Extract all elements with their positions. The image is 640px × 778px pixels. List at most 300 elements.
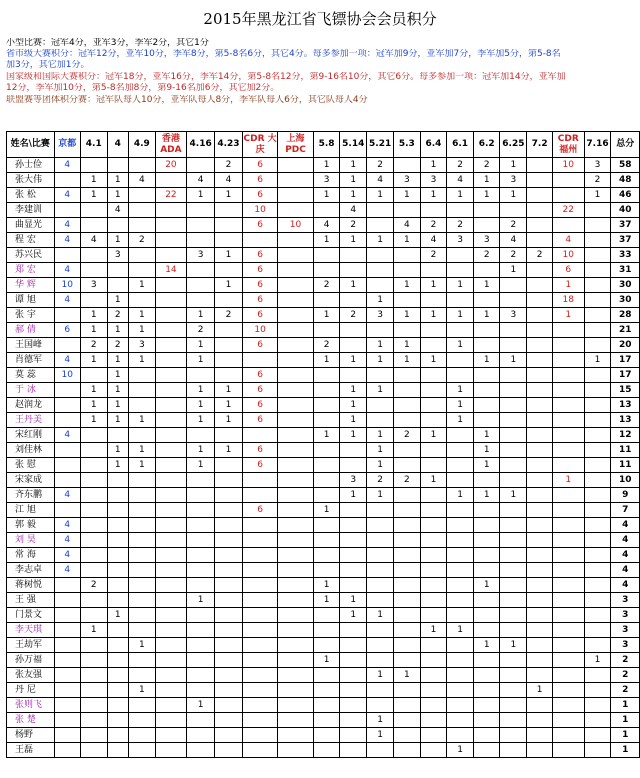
score-cell: 2: [473, 158, 500, 173]
score-cell: 1: [367, 233, 394, 248]
score-cell: 3: [313, 173, 340, 188]
score-cell: [584, 503, 611, 518]
score-cell: [54, 338, 80, 353]
score-cell: [420, 293, 447, 308]
score-cell: [278, 293, 313, 308]
total-score-cell: 33: [611, 248, 640, 263]
header-event-col: 7.2: [527, 132, 553, 158]
score-cell: [552, 713, 584, 728]
table-row: [7, 443, 640, 458]
table-row: [7, 158, 640, 173]
score-cell: [527, 668, 553, 683]
score-cell: [155, 578, 187, 593]
score-cell: 4: [54, 263, 80, 278]
score-cell: [527, 533, 553, 548]
score-cell: [107, 743, 128, 758]
score-cell: [129, 158, 156, 173]
score-cell: [278, 323, 313, 338]
score-cell: 1: [447, 383, 474, 398]
header-event-col: 6.1: [447, 132, 474, 158]
score-cell: [420, 668, 447, 683]
score-cell: [129, 503, 156, 518]
score-cell: [367, 638, 394, 653]
table-row: [7, 278, 640, 293]
score-cell: 1: [107, 188, 128, 203]
score-cell: [527, 293, 553, 308]
score-cell: 1: [500, 488, 527, 503]
score-cell: 1: [129, 308, 156, 323]
header-event-col: 上海 PDC: [278, 132, 313, 158]
score-cell: 6: [242, 398, 277, 413]
score-cell: 2: [80, 338, 107, 353]
score-cell: 1: [473, 458, 500, 473]
score-cell: 1: [80, 173, 107, 188]
score-cell: [155, 368, 187, 383]
score-cell: 1: [420, 158, 447, 173]
score-cell: [278, 278, 313, 293]
score-cell: 1: [420, 473, 447, 488]
score-cell: [129, 293, 156, 308]
score-cell: [187, 518, 215, 533]
score-cell: [584, 593, 611, 608]
score-cell: 1: [107, 293, 128, 308]
score-cell: 6: [242, 383, 277, 398]
score-cell: [584, 533, 611, 548]
table-row: [7, 338, 640, 353]
member-name: 华 辉: [7, 278, 55, 293]
score-cell: 2: [129, 233, 156, 248]
score-cell: [340, 743, 367, 758]
score-cell: [242, 473, 277, 488]
score-cell: [584, 473, 611, 488]
score-cell: 10: [54, 368, 80, 383]
score-cell: [129, 698, 156, 713]
score-cell: [340, 263, 367, 278]
score-cell: 1: [107, 323, 128, 338]
score-cell: [80, 293, 107, 308]
score-cell: [527, 638, 553, 653]
score-cell: [420, 578, 447, 593]
score-cell: 1: [447, 188, 474, 203]
score-cell: [500, 338, 527, 353]
score-cell: 1: [367, 383, 394, 398]
score-cell: 1: [394, 338, 421, 353]
score-cell: [394, 608, 421, 623]
score-cell: [394, 383, 421, 398]
score-cell: [527, 173, 553, 188]
score-cell: 1: [447, 398, 474, 413]
score-cell: [420, 563, 447, 578]
score-cell: 2: [500, 248, 527, 263]
score-cell: 1: [394, 353, 421, 368]
score-cell: 2: [447, 158, 474, 173]
member-name: 蒋树悦: [7, 578, 55, 593]
total-score-cell: 2: [611, 668, 640, 683]
score-cell: [215, 743, 243, 758]
score-cell: 4: [54, 488, 80, 503]
score-cell: [54, 743, 80, 758]
score-cell: [54, 638, 80, 653]
score-cell: [552, 623, 584, 638]
score-cell: [242, 653, 277, 668]
score-cell: 1: [129, 323, 156, 338]
score-cell: [155, 563, 187, 578]
score-cell: [242, 728, 277, 743]
score-cell: 1: [187, 188, 215, 203]
member-name: 张 松: [7, 188, 55, 203]
score-cell: 1: [367, 353, 394, 368]
score-cell: [278, 533, 313, 548]
score-cell: 1: [367, 428, 394, 443]
score-cell: [394, 728, 421, 743]
score-cell: [527, 428, 553, 443]
score-cell: 6: [242, 158, 277, 173]
rule-line: 联盟赛等团体积分赛：冠军队每人10分，亚军队每人8分，季军队每人6分，其它队每人4分: [6, 95, 368, 105]
total-score-cell: 12: [611, 428, 640, 443]
score-cell: [129, 713, 156, 728]
table-row: [7, 323, 640, 338]
score-cell: [447, 368, 474, 383]
header-event-col: 6.4: [420, 132, 447, 158]
score-cell: [340, 638, 367, 653]
score-cell: [447, 563, 474, 578]
score-cell: [527, 158, 553, 173]
score-cell: [54, 173, 80, 188]
score-cell: 1: [394, 308, 421, 323]
score-cell: [500, 713, 527, 728]
score-cell: [552, 593, 584, 608]
total-score-cell: 1: [611, 713, 640, 728]
score-cell: [215, 323, 243, 338]
score-cell: [129, 608, 156, 623]
score-cell: [527, 233, 553, 248]
score-cell: [80, 263, 107, 278]
score-cell: [527, 743, 553, 758]
score-cell: 1: [340, 278, 367, 293]
member-name: 曲显光: [7, 218, 55, 233]
total-score-cell: 15: [611, 383, 640, 398]
table-row: [7, 458, 640, 473]
score-cell: [420, 653, 447, 668]
score-cell: [155, 458, 187, 473]
score-cell: 1: [107, 353, 128, 368]
score-cell: [552, 398, 584, 413]
score-cell: 1: [394, 278, 421, 293]
score-cell: [552, 548, 584, 563]
score-cell: [552, 218, 584, 233]
member-name: 郭 毅: [7, 518, 55, 533]
score-cell: [367, 623, 394, 638]
score-cell: [394, 398, 421, 413]
score-cell: [54, 653, 80, 668]
score-cell: [584, 443, 611, 458]
score-cell: [552, 518, 584, 533]
score-cell: [367, 413, 394, 428]
score-cell: [278, 173, 313, 188]
score-cell: [313, 713, 340, 728]
score-cell: [129, 653, 156, 668]
score-cell: [527, 548, 553, 563]
score-cell: 1: [187, 458, 215, 473]
score-cell: [215, 203, 243, 218]
score-cell: 6: [242, 338, 277, 353]
score-cell: [313, 413, 340, 428]
score-cell: [187, 158, 215, 173]
score-cell: [107, 278, 128, 293]
score-cell: [80, 683, 107, 698]
score-cell: 1: [473, 308, 500, 323]
score-cell: [473, 653, 500, 668]
score-cell: [278, 608, 313, 623]
score-cell: [584, 578, 611, 593]
score-cell: 6: [242, 248, 277, 263]
score-cell: [500, 533, 527, 548]
score-cell: [278, 668, 313, 683]
score-cell: 1: [367, 608, 394, 623]
score-cell: [420, 368, 447, 383]
score-cell: 14: [155, 263, 187, 278]
score-cell: [552, 413, 584, 428]
score-cell: [340, 728, 367, 743]
score-cell: [107, 263, 128, 278]
score-cell: [500, 683, 527, 698]
score-cell: [552, 458, 584, 473]
score-cell: [215, 638, 243, 653]
score-cell: [187, 368, 215, 383]
table-row: [7, 728, 640, 743]
score-cell: [340, 683, 367, 698]
score-cell: 2: [80, 578, 107, 593]
score-cell: [155, 653, 187, 668]
score-cell: [215, 623, 243, 638]
score-cell: [54, 623, 80, 638]
score-cell: [420, 398, 447, 413]
score-cell: [155, 728, 187, 743]
member-name: 苏兴民: [7, 248, 55, 263]
score-cell: [313, 638, 340, 653]
total-score-cell: 58: [611, 158, 640, 173]
score-cell: [54, 698, 80, 713]
score-cell: [552, 668, 584, 683]
score-cell: [584, 743, 611, 758]
score-cell: [584, 428, 611, 443]
score-cell: 3: [187, 248, 215, 263]
score-cell: 10: [242, 203, 277, 218]
score-cell: [584, 293, 611, 308]
score-cell: [313, 623, 340, 638]
score-cell: [447, 473, 474, 488]
score-cell: [584, 203, 611, 218]
score-cell: [313, 473, 340, 488]
score-cell: [473, 623, 500, 638]
score-cell: [500, 473, 527, 488]
score-cell: [278, 698, 313, 713]
score-cell: [187, 473, 215, 488]
total-score-cell: 9: [611, 488, 640, 503]
table-row: [7, 473, 640, 488]
total-score-cell: 21: [611, 323, 640, 338]
score-cell: [129, 188, 156, 203]
score-cell: 1: [187, 413, 215, 428]
score-cell: [420, 443, 447, 458]
table-row: [7, 203, 640, 218]
score-cell: [155, 548, 187, 563]
score-cell: 6: [242, 503, 277, 518]
score-cell: [187, 203, 215, 218]
score-cell: 1: [584, 353, 611, 368]
score-cell: 4: [80, 233, 107, 248]
score-cell: [584, 548, 611, 563]
score-cell: [473, 473, 500, 488]
member-name: 李天琪: [7, 623, 55, 638]
score-cell: [54, 608, 80, 623]
score-cell: [584, 668, 611, 683]
score-cell: [420, 503, 447, 518]
score-cell: 6: [242, 188, 277, 203]
score-cell: [500, 368, 527, 383]
score-cell: [155, 218, 187, 233]
member-name: 宋家成: [7, 473, 55, 488]
score-cell: 1: [473, 173, 500, 188]
score-cell: [447, 728, 474, 743]
score-cell: [54, 593, 80, 608]
score-cell: 4: [340, 203, 367, 218]
table-row: [7, 743, 640, 758]
score-cell: 3: [473, 233, 500, 248]
score-cell: [340, 338, 367, 353]
score-cell: [129, 383, 156, 398]
score-cell: [278, 263, 313, 278]
score-cell: [473, 383, 500, 398]
score-cell: [552, 353, 584, 368]
score-cell: [473, 323, 500, 338]
score-cell: [80, 158, 107, 173]
score-cell: [500, 398, 527, 413]
score-cell: [420, 713, 447, 728]
score-cell: [584, 728, 611, 743]
score-cell: 1: [215, 188, 243, 203]
score-cell: [367, 563, 394, 578]
score-cell: [107, 683, 128, 698]
score-cell: [278, 428, 313, 443]
score-cell: [187, 218, 215, 233]
score-cell: [340, 713, 367, 728]
score-cell: [420, 743, 447, 758]
total-score-cell: 10: [611, 473, 640, 488]
score-cell: 4: [54, 353, 80, 368]
score-cell: 4: [54, 158, 80, 173]
score-cell: 1: [473, 428, 500, 443]
score-cell: 1: [80, 383, 107, 398]
score-cell: [527, 338, 553, 353]
score-cell: 4: [54, 518, 80, 533]
score-cell: 2: [313, 278, 340, 293]
member-name: 于 冰: [7, 383, 55, 398]
rule-line: 加3分，其它加1分。: [6, 60, 90, 70]
table-row: [7, 683, 640, 698]
score-cell: [527, 278, 553, 293]
score-cell: [340, 548, 367, 563]
total-score-cell: 1: [611, 698, 640, 713]
score-cell: 1: [367, 443, 394, 458]
table-row: [7, 368, 640, 383]
score-cell: [107, 728, 128, 743]
score-cell: [107, 638, 128, 653]
score-cell: [215, 533, 243, 548]
score-cell: 3: [340, 473, 367, 488]
score-cell: [313, 608, 340, 623]
score-cell: [447, 578, 474, 593]
score-cell: 1: [107, 383, 128, 398]
score-cell: [54, 578, 80, 593]
score-cell: [215, 713, 243, 728]
score-cell: [187, 683, 215, 698]
score-cell: [80, 503, 107, 518]
score-cell: [242, 593, 277, 608]
member-name: 张 楚: [7, 713, 55, 728]
score-cell: [80, 638, 107, 653]
member-name: 张友强: [7, 668, 55, 683]
score-cell: [155, 383, 187, 398]
score-cell: [215, 608, 243, 623]
score-cell: [420, 488, 447, 503]
member-name: 刘 昊: [7, 533, 55, 548]
score-cell: 3: [420, 173, 447, 188]
total-score-cell: 30: [611, 278, 640, 293]
score-cell: [552, 728, 584, 743]
total-score-cell: 17: [611, 353, 640, 368]
score-cell: [187, 233, 215, 248]
score-cell: [155, 248, 187, 263]
score-cell: 2: [584, 173, 611, 188]
header-event-col: CDR 大庆: [242, 132, 277, 158]
score-cell: [584, 218, 611, 233]
score-cell: [394, 443, 421, 458]
score-cell: [278, 548, 313, 563]
score-cell: 1: [552, 308, 584, 323]
score-cell: 4: [54, 533, 80, 548]
score-cell: 1: [447, 278, 474, 293]
score-cell: [80, 368, 107, 383]
score-cell: [447, 353, 474, 368]
score-cell: [313, 488, 340, 503]
score-cell: 4: [420, 233, 447, 248]
score-cell: [447, 548, 474, 563]
total-score-cell: 11: [611, 458, 640, 473]
score-cell: [584, 608, 611, 623]
score-cell: [420, 593, 447, 608]
score-cell: [313, 728, 340, 743]
score-cell: [80, 728, 107, 743]
score-cell: [80, 563, 107, 578]
score-cell: [155, 443, 187, 458]
score-cell: [527, 728, 553, 743]
score-cell: [473, 698, 500, 713]
score-cell: 2: [187, 323, 215, 338]
score-cell: 1: [340, 428, 367, 443]
score-cell: [155, 518, 187, 533]
score-cell: [500, 623, 527, 638]
total-score-cell: 4: [611, 533, 640, 548]
total-score-cell: 30: [611, 293, 640, 308]
score-cell: [129, 533, 156, 548]
total-score-cell: 31: [611, 263, 640, 278]
total-score-cell: 4: [611, 578, 640, 593]
score-cell: [500, 668, 527, 683]
score-cell: [278, 383, 313, 398]
score-cell: [313, 563, 340, 578]
score-cell: [394, 638, 421, 653]
